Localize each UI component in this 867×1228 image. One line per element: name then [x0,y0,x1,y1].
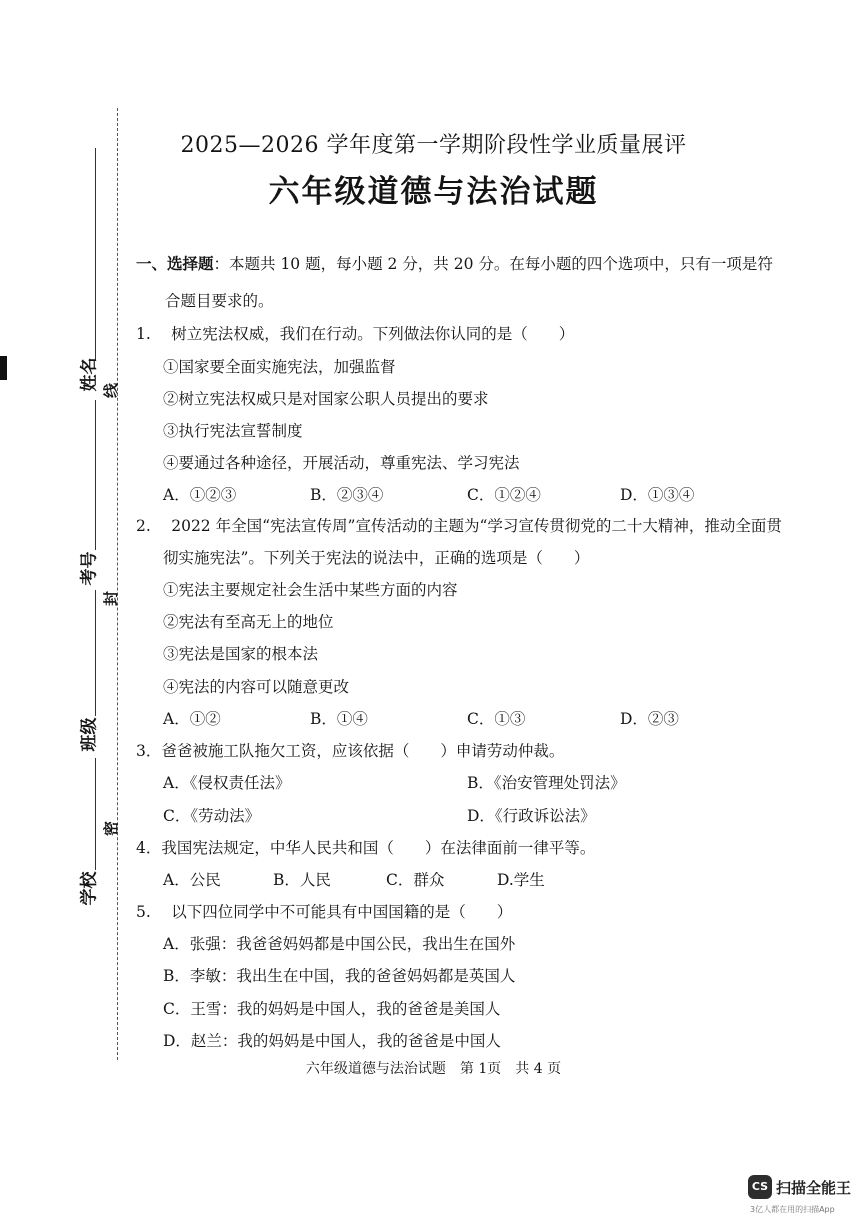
q1-option-a: A．①②③ [163,486,237,504]
q3-option-b: B．《治安管理处罚法》 [467,774,626,792]
q5-option-a: A．张强：我爸爸妈妈都是中国公民，我出生在国外 [163,935,516,953]
q5-option-b: B．李敏：我出生在中国，我的爸爸妈妈都是英国人 [163,967,516,985]
q3-stem: 3．爸爸被施工队拖欠工资，应该依据（ ）申请劳动仲裁。 [136,742,565,760]
seal-char-feng: 封 [102,590,121,607]
label-class: 班级 [79,717,100,752]
fill-line-school [95,758,96,870]
q3-option-a: A．《侵权责任法》 [163,774,291,792]
label-name: 姓名 [79,357,100,392]
q2-item: ②宪法有至高无上的地位 [163,613,334,631]
q2-item: ④宪法的内容可以随意更改 [163,678,350,696]
q2-option-b: B．①④ [310,710,368,728]
q2-stem-line2: 彻实施宪法”。下列关于宪法的说法中，正确的选项是（ ） [163,549,590,567]
section-instruction-line2: 合题目要求的。 [165,292,274,310]
label-school: 学校 [79,871,100,906]
q1-item: ③执行宪法宣誓制度 [163,422,303,440]
q2-item: ③宪法是国家的根本法 [163,645,319,663]
q2-item: ①宪法主要规定社会生活中某些方面的内容 [163,581,458,599]
seal-line [117,108,118,1060]
exam-subject-title: 六年级道德与法治试题 [268,174,599,210]
camscanner-slogan: 3亿人都在用的扫描App [750,1205,835,1214]
q4-option-b: B．人民 [273,871,331,889]
camscanner-logo-icon: CS [748,1175,772,1199]
seal-char-xian: 线 [102,382,121,399]
q1-stem: 1. 树立宪法权威，我们在行动。下列做法你认同的是（ ） [136,325,575,343]
q5-option-d: D．赵兰：我的妈妈是中国人，我的爸爸是中国人 [163,1032,501,1050]
q5-stem: 5. 以下四位同学中不可能具有中国国籍的是（ ） [136,903,513,921]
label-examno: 考号 [79,551,100,586]
scan-edge-mark [0,356,7,380]
q3-option-c: C．《劳动法》 [163,807,261,825]
q1-option-c: C．①②④ [467,486,541,504]
q4-stem: 4．我国宪法规定，中华人民共和国（ ）在法律面前一律平等。 [136,839,596,857]
q1-option-b: B．②③④ [310,486,384,504]
page-footer: 六年级道德与法治试题 第 1页 共 4 页 [305,1061,562,1077]
q1-option-d: D．①③④ [620,486,695,504]
exam-series-title: 2025—2026 学年度第一学期阶段性学业质量展评 [180,133,687,158]
camscanner-name: 扫描全能王 [776,1179,852,1197]
section-heading: 一、选择题 [136,254,214,273]
q3-option-d: D．《行政诉讼法》 [467,807,596,825]
q1-item: ④要通过各种途径，开展活动，尊重宪法、学习宪法 [163,454,520,472]
section-instruction [136,252,773,274]
q4-option-c: C．群众 [386,871,445,889]
fill-line-class [95,590,96,716]
q5-option-c: C．王雪：我的妈妈是中国人，我的爸爸是美国人 [163,1000,501,1018]
q2-option-c: C．①③ [467,710,526,728]
q4-option-d: D.学生 [497,871,545,889]
seal-char-mi: 密 [102,820,121,837]
q1-item: ①国家要全面实施宪法，加强监督 [163,358,396,376]
q2-option-d: D．②③ [620,710,679,728]
section-instruction-line1: ：本题共 10 题，每小题 2 分，共 20 分。在每小题的四个选项中，只有一项是符 [213,255,773,273]
q2-option-a: A．①② [163,710,221,728]
fill-line-examno [95,400,96,550]
q1-item: ②树立宪法权威只是对国家公职人员提出的要求 [163,390,489,408]
q4-option-a: A．公民 [163,871,221,889]
q2-stem-line1: 2. 2022 年全国“宪法宣传周”宣传活动的主题为“学习宣传贯彻党的二十大精神，推动全面贯 [136,517,782,535]
